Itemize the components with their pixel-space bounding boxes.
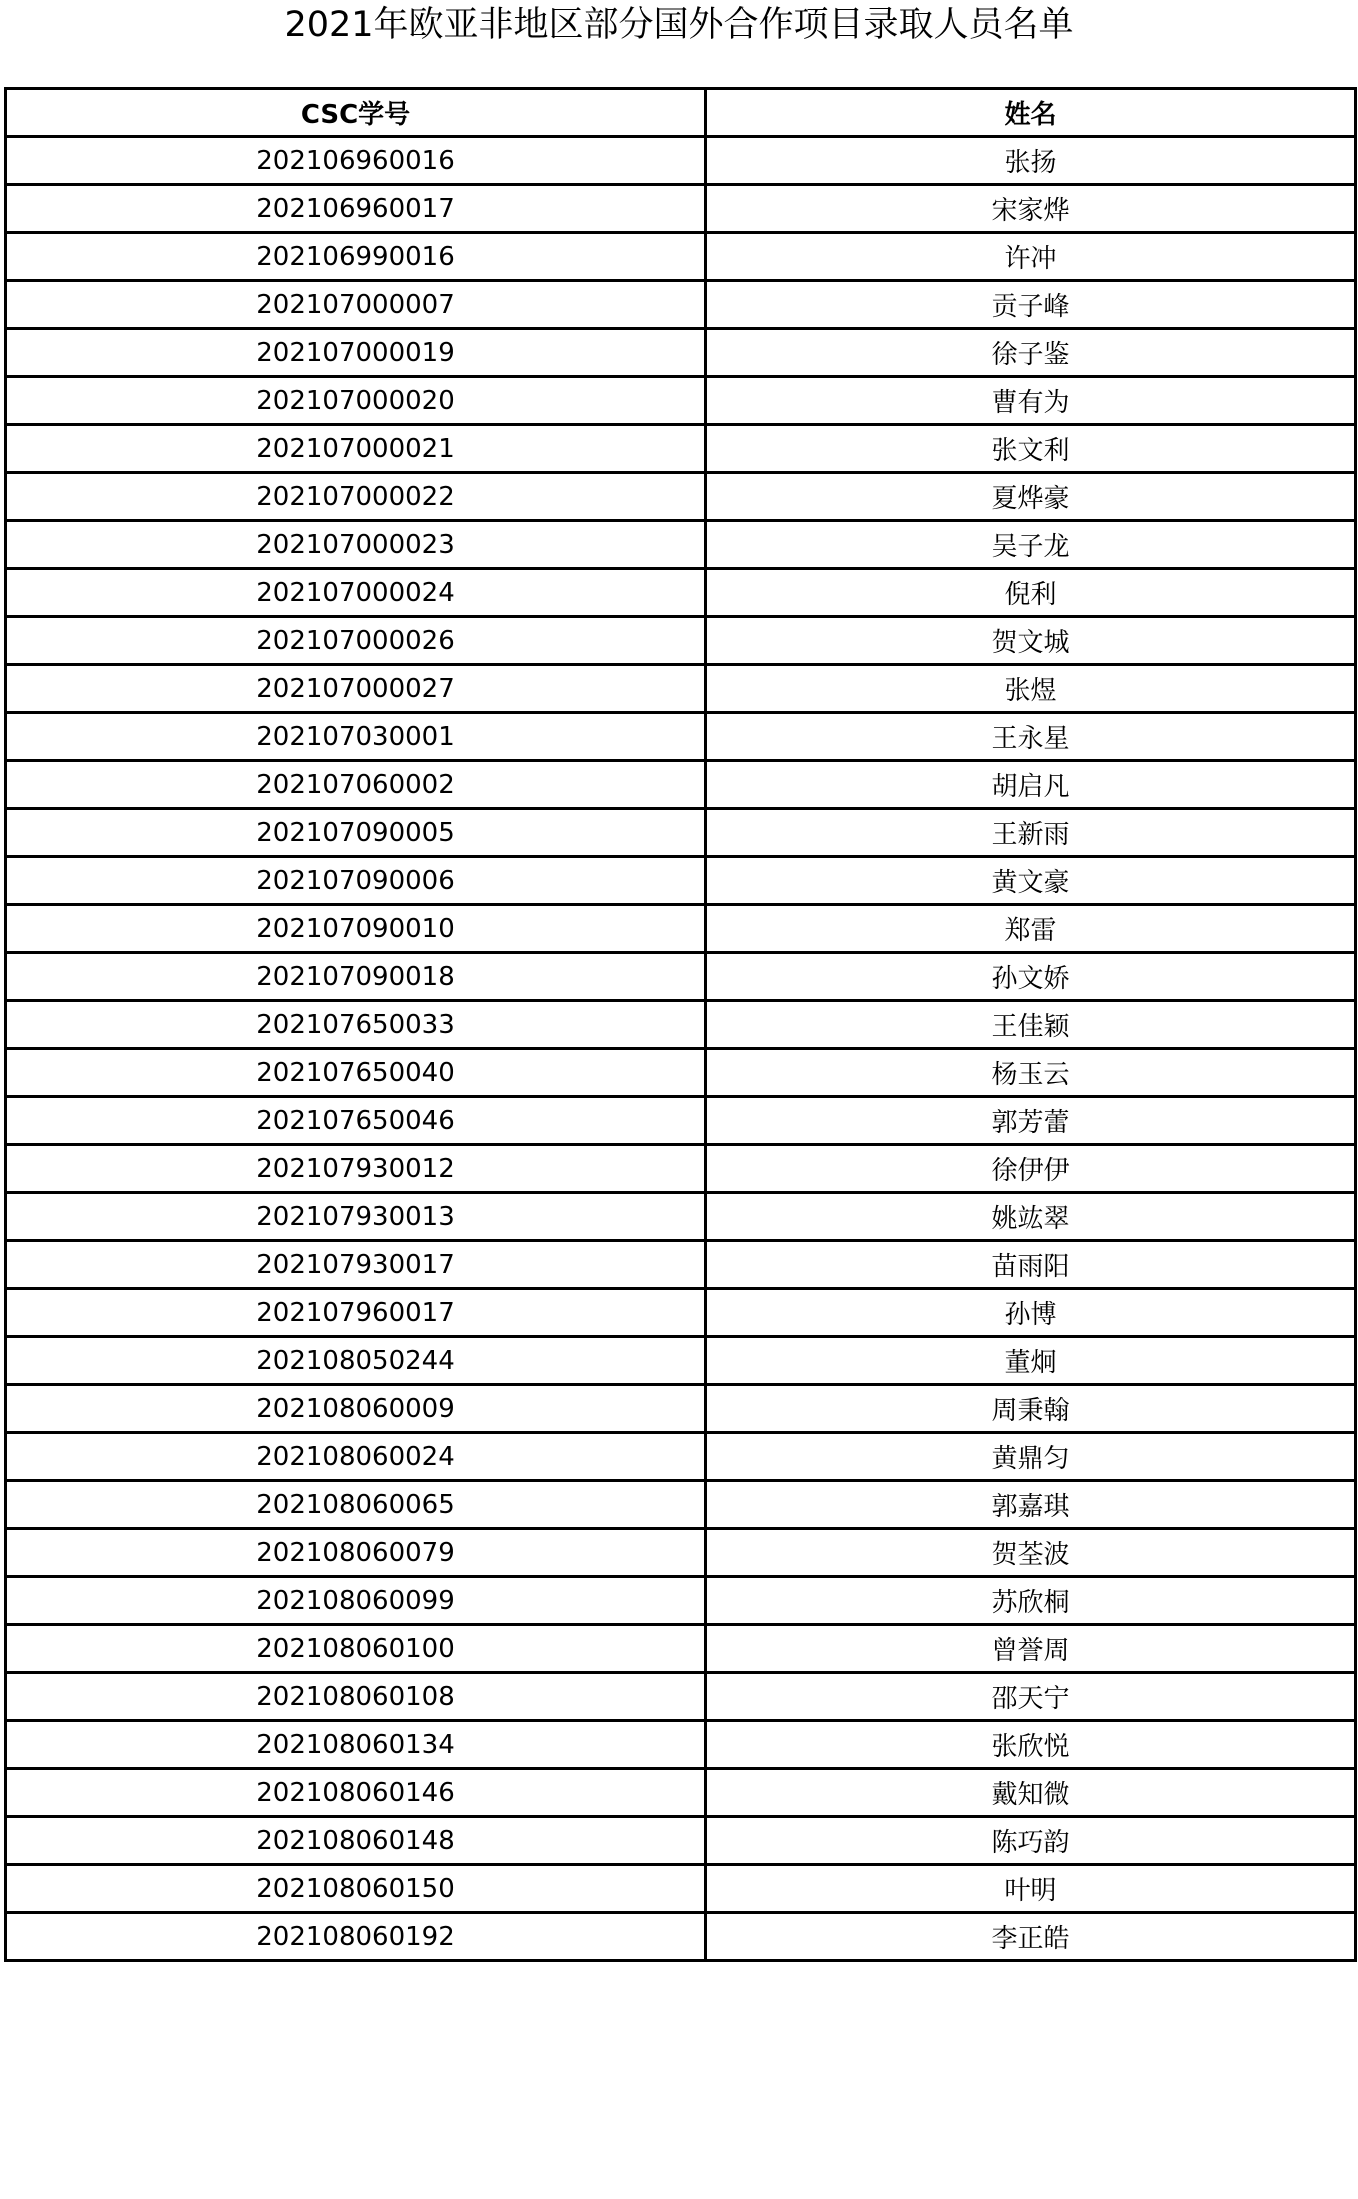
column-header-name: 姓名 xyxy=(706,89,1356,137)
name-cell: 杨玉云 xyxy=(706,1049,1356,1097)
csc-id-cell: 202107930012 xyxy=(6,1145,706,1193)
name-cell: 黄文豪 xyxy=(706,857,1356,905)
csc-id-cell: 202107030001 xyxy=(6,713,706,761)
table-row xyxy=(6,857,1356,905)
table-row xyxy=(6,1337,1356,1385)
table-row xyxy=(6,1721,1356,1769)
table-row xyxy=(6,1913,1356,1961)
table-row xyxy=(6,713,1356,761)
csc-id-cell: 202107000019 xyxy=(6,329,706,377)
name-cell: 叶明 xyxy=(706,1865,1356,1913)
name-cell: 郭嘉琪 xyxy=(706,1481,1356,1529)
table-row xyxy=(6,1577,1356,1625)
column-header-csc-id: CSC学号 xyxy=(6,89,706,137)
csc-id-cell: 202108060192 xyxy=(6,1913,706,1961)
csc-id-cell: 202107650046 xyxy=(6,1097,706,1145)
name-cell: 吴子龙 xyxy=(706,521,1356,569)
csc-id-cell: 202107000023 xyxy=(6,521,706,569)
csc-id-cell: 202107000020 xyxy=(6,377,706,425)
table-body xyxy=(6,137,1356,1961)
table-row xyxy=(6,233,1356,281)
name-cell: 邵天宁 xyxy=(706,1673,1356,1721)
table-row xyxy=(6,1769,1356,1817)
csc-id-cell: 202107000027 xyxy=(6,665,706,713)
table-row xyxy=(6,137,1356,185)
table-row xyxy=(6,761,1356,809)
name-cell: 贡子峰 xyxy=(706,281,1356,329)
name-cell: 张文利 xyxy=(706,425,1356,473)
table-row xyxy=(6,953,1356,1001)
csc-id-cell: 202107090006 xyxy=(6,857,706,905)
csc-id-cell: 202108060146 xyxy=(6,1769,706,1817)
name-cell: 黄鼎匀 xyxy=(706,1433,1356,1481)
table-row xyxy=(6,1001,1356,1049)
table-row xyxy=(6,425,1356,473)
name-cell: 胡启凡 xyxy=(706,761,1356,809)
name-cell: 王佳颖 xyxy=(706,1001,1356,1049)
table-header-row xyxy=(6,89,1356,137)
admission-roster-table xyxy=(4,87,1357,1962)
csc-id-cell: 202107930013 xyxy=(6,1193,706,1241)
csc-id-cell: 202108060134 xyxy=(6,1721,706,1769)
csc-id-cell: 202108060099 xyxy=(6,1577,706,1625)
csc-id-cell: 202107060002 xyxy=(6,761,706,809)
name-cell: 王新雨 xyxy=(706,809,1356,857)
table-row xyxy=(6,281,1356,329)
name-cell: 周秉翰 xyxy=(706,1385,1356,1433)
table-row xyxy=(6,1289,1356,1337)
name-cell: 曹有为 xyxy=(706,377,1356,425)
table-row xyxy=(6,1529,1356,1577)
name-cell: 郑雷 xyxy=(706,905,1356,953)
csc-id-cell: 202107650033 xyxy=(6,1001,706,1049)
name-cell: 贺文城 xyxy=(706,617,1356,665)
table-row xyxy=(6,1049,1356,1097)
csc-id-cell: 202106960017 xyxy=(6,185,706,233)
csc-id-cell: 202108060079 xyxy=(6,1529,706,1577)
table-row xyxy=(6,569,1356,617)
name-cell: 董炯 xyxy=(706,1337,1356,1385)
name-cell: 曾誉周 xyxy=(706,1625,1356,1673)
table-row xyxy=(6,617,1356,665)
csc-id-cell: 202108060009 xyxy=(6,1385,706,1433)
csc-id-cell: 202107000024 xyxy=(6,569,706,617)
table-row xyxy=(6,809,1356,857)
table-row xyxy=(6,1673,1356,1721)
table-row xyxy=(6,1625,1356,1673)
table-row xyxy=(6,905,1356,953)
csc-id-cell: 202108060100 xyxy=(6,1625,706,1673)
csc-id-cell: 202107930017 xyxy=(6,1241,706,1289)
table-row xyxy=(6,473,1356,521)
csc-id-cell: 202108060150 xyxy=(6,1865,706,1913)
table-row xyxy=(6,1193,1356,1241)
table-row xyxy=(6,1241,1356,1289)
name-cell: 陈巧韵 xyxy=(706,1817,1356,1865)
csc-id-cell: 202107000022 xyxy=(6,473,706,521)
csc-id-cell: 202107960017 xyxy=(6,1289,706,1337)
csc-id-cell: 202107000026 xyxy=(6,617,706,665)
name-cell: 徐子鉴 xyxy=(706,329,1356,377)
name-cell: 张扬 xyxy=(706,137,1356,185)
name-cell: 许冲 xyxy=(706,233,1356,281)
csc-id-cell: 202108060024 xyxy=(6,1433,706,1481)
table-row xyxy=(6,377,1356,425)
table-row xyxy=(6,665,1356,713)
name-cell: 孙文娇 xyxy=(706,953,1356,1001)
name-cell: 夏烨豪 xyxy=(706,473,1356,521)
csc-id-cell: 202106990016 xyxy=(6,233,706,281)
name-cell: 贺荃波 xyxy=(706,1529,1356,1577)
table-row xyxy=(6,329,1356,377)
table-row xyxy=(6,1817,1356,1865)
name-cell: 姚竑翠 xyxy=(706,1193,1356,1241)
name-cell: 王永星 xyxy=(706,713,1356,761)
csc-id-cell: 202107090010 xyxy=(6,905,706,953)
name-cell: 宋家烨 xyxy=(706,185,1356,233)
csc-id-cell: 202108060108 xyxy=(6,1673,706,1721)
csc-id-cell: 202107090005 xyxy=(6,809,706,857)
name-cell: 张煜 xyxy=(706,665,1356,713)
name-cell: 苏欣桐 xyxy=(706,1577,1356,1625)
name-cell: 苗雨阳 xyxy=(706,1241,1356,1289)
table-row xyxy=(6,185,1356,233)
table-row xyxy=(6,1097,1356,1145)
table-row xyxy=(6,1385,1356,1433)
table-row xyxy=(6,1145,1356,1193)
csc-id-cell: 202107650040 xyxy=(6,1049,706,1097)
csc-id-cell: 202107000021 xyxy=(6,425,706,473)
name-cell: 倪利 xyxy=(706,569,1356,617)
name-cell: 孙博 xyxy=(706,1289,1356,1337)
csc-id-cell: 202107090018 xyxy=(6,953,706,1001)
name-cell: 戴知微 xyxy=(706,1769,1356,1817)
page-title: 2021年欧亚非地区部分国外合作项目录取人员名单 xyxy=(284,5,1074,45)
csc-id-cell: 202106960016 xyxy=(6,137,706,185)
name-cell: 张欣悦 xyxy=(706,1721,1356,1769)
name-cell: 李正皓 xyxy=(706,1913,1356,1961)
csc-id-cell: 202108060065 xyxy=(6,1481,706,1529)
name-cell: 郭芳蕾 xyxy=(706,1097,1356,1145)
csc-id-cell: 202108050244 xyxy=(6,1337,706,1385)
table-row xyxy=(6,521,1356,569)
csc-id-cell: 202107000007 xyxy=(6,281,706,329)
table-row xyxy=(6,1481,1356,1529)
table-row xyxy=(6,1865,1356,1913)
table-row xyxy=(6,1433,1356,1481)
name-cell: 徐伊伊 xyxy=(706,1145,1356,1193)
csc-id-cell: 202108060148 xyxy=(6,1817,706,1865)
